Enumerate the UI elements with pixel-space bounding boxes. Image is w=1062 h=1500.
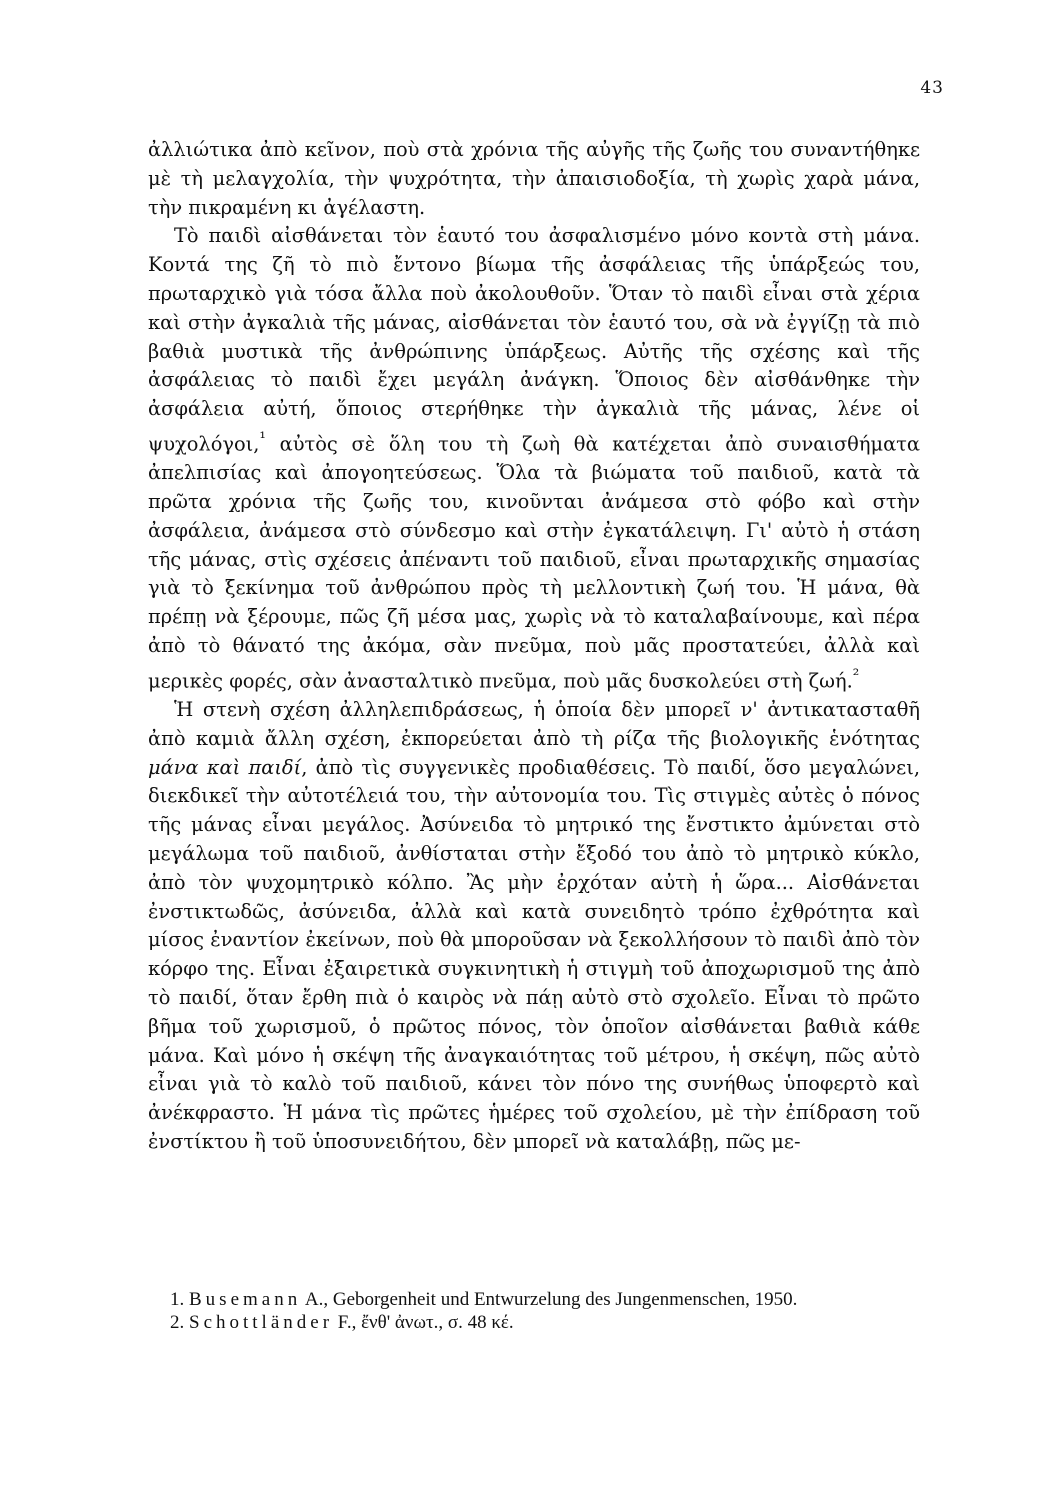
paragraph-3-emphasis: μάνα καὶ παιδί	[148, 755, 302, 779]
paragraph-3-part-1: Ἡ στενὴ σχέση ἀλληλεπιδράσεως, ἡ ὁποία δὲν μπορεῖ ν' ἀντικατασταθῆ ἀπὸ καμιὰ ἄλλη σχέση, ἐκπορεύεται ἀπὸ τὴ ρίζα τῆς βιολογικῆς ἑνότητας	[148, 698, 920, 750]
paragraph-3-part-2: , ἀπὸ τὶς συγγενικὲς προδιαθέσεις. Τὸ παιδί, ὅσο μεγαλώνει, διεκδικεῖ τὴν αὐτοτέλειά του, τὴν αὐτονομία του. Τὶς στιγμὲς αὐτὲς ὁ πόνος τῆς μάνας εἶναι μεγάλος. Ἀσύνειδα τὸ μητρικό της ἔνστικτο ἀμύνεται στὸ μεγάλωμα τοῦ παιδιοῦ, ἀνθίσταται στὴν ἔξοδό του ἀπὸ τὸ μητρικὸ κύκλο, ἀπὸ τὸν ψυχομητρικὸ κόλπο. Ἂς μὴν ἐρχόταν αὐτὴ ἡ ὥρα... Αἰσθάνεται ἐνστικτωδῶς, ἀσύνειδα, ἀλλὰ καὶ κατὰ συνειδητὸ τρόπο ἐχθρότητα καὶ μίσος ἐναντίον ἐκείνων, ποὺ θὰ μποροῦσαν νὰ ξεκολλήσουν τὸ παιδὶ ἀπὸ τὸν κόρφο της. Εἶναι ἐξαιρετικὰ συγκινητικὴ ἡ στιγμὴ τοῦ ἀποχωρισμοῦ της ἀπὸ τὸ παιδί, ὅταν ἔρθη πιὰ ὁ καιρὸς νὰ πάῃ αὐτὸ στὸ σχολεῖο. Εἶναι τὸ πρῶτο βῆμα τοῦ χωρισμοῦ, ὁ πρῶτος πόνος, τὸν ὁποῖον αἰσθάνεται βαθιὰ κάθε μάνα. Καὶ μόνο ἡ σκέψη τῆς ἀναγκαιότητας τοῦ μέτρου, ἡ σκέψη, πῶς αὐτὸ εἶναι γιὰ τὸ καλὸ τοῦ παιδιοῦ, κάνει τὸν πόνο της συνήθως ὑποφερτὸ καὶ ἀνέκφραστο. Ἡ μάνα τὶς πρῶτες ἡμέρες τοῦ σχολείου, μὲ τὴν ἐπίδραση τοῦ ἐνστίκτου ἢ τοῦ ὑποσυνειδήτου, δὲν μπορεῖ νὰ καταλάβῃ, πῶς με-	[148, 755, 920, 1154]
footnote-2-text: F., ἔνθ' ἀνωτ., σ. 48 κέ.	[333, 1312, 514, 1333]
footnote-1-number: 1.	[170, 1289, 185, 1310]
footnote-1-text: A., Geborgenheit und Entwurzelung des Jungenmenschen, 1950.	[301, 1289, 798, 1310]
paragraph-3	[148, 696, 920, 1157]
footnote-ref-1: ¹	[259, 427, 266, 447]
footnote-1	[148, 1288, 920, 1311]
paragraph-1: ἀλλιώτικα ἀπὸ κεῖνον, ποὺ στὰ χρόνια τῆς αὐγῆς τῆς ζωῆς του συναντήθηκε μὲ τὴ μελαγχολία, τὴν ψυχρότητα, τὴν ἀπαισιοδοξία, τὴ χωρὶς χαρὰ μάνα, τὴν πικραμένη κι ἀγέλαστη.	[148, 138, 920, 219]
paragraph-2	[148, 222, 920, 696]
footnote-2-author: Schottländer	[189, 1312, 334, 1333]
paragraph-2-part-2: αὐτὸς σὲ ὅλη του τὴ ζωὴ θὰ κατέχεται ἀπὸ συναισθήματα ἀπελπισίας καὶ ἀπογοητεύσεως. Ὅλα τὰ βιώματα τοῦ παιδιοῦ, κατὰ τὰ πρῶτα χρόνια τῆς ζωῆς του, κινοῦνται ἀνάμεσα στὸ φόβο καὶ στὴν ἀσφάλεια, ἀνάμεσα στὸ σύνδεσμο καὶ στὴν ἐγκατάλειψη. Γι' αὐτὸ ἡ στάση τῆς μάνας, στὶς σχέσεις ἀπέναντι τοῦ παιδιοῦ, εἶναι πρωταρχικῆς σημασίας γιὰ τὸ ξεκίνημα τοῦ ἀνθρώπου πρὸς τὴ μελλοντικὴ ζωή του. Ἡ μάνα, θὰ πρέπῃ νὰ ξέρουμε, πῶς ζῆ μέσα μας, χωρὶς νὰ τὸ καταλαβαίνουμε, καὶ πέρα ἀπὸ τὸ θάνατό της ἀκόμα, σὰν πνεῦμα, ποὺ μᾶς προστατεύει, ἀλλὰ καὶ μερικὲς φορές, σὰν ἀνασταλτικὸ πνεῦμα, ποὺ μᾶς δυσκολεύει στὴ ζωή.	[148, 432, 920, 693]
main-text	[148, 136, 920, 1157]
footnote-ref-2: ²	[852, 664, 860, 684]
page-number: 43	[920, 78, 944, 98]
footnote-1-author: Busemann	[189, 1289, 302, 1310]
footnotes	[148, 1288, 920, 1334]
footnote-2	[148, 1311, 920, 1334]
footnote-2-number: 2.	[170, 1312, 185, 1333]
paragraph-2-part-1: Τὸ παιδὶ αἰσθάνεται τὸν ἑαυτό του ἀσφαλισμένο μόνο κοντὰ στὴ μάνα. Κοντά της ζῆ τὸ πιὸ ἔντονο βίωμα τῆς ἀσφάλειας τῆς ὑπάρξεώς του, πρωταρχικὸ γιὰ τόσα ἄλλα ποὺ ἀκολουθοῦν. Ὅταν τὸ παιδὶ εἶναι στὰ χέρια καὶ στὴν ἀγκαλιὰ τῆς μάνας, αἰσθάνεται τὸν ἑαυτό του, σὰ νὰ ἐγγίζῃ τὰ πιὸ βαθιὰ μυστικὰ τῆς ἀνθρώπινης ὑπάρξεως. Αὐτῆς τῆς σχέσης καὶ τῆς ἀσφάλειας τὸ παιδὶ ἔχει μεγάλη ἀνάγκη. Ὅποιος δὲν αἰσθάνθηκε τὴν ἀσφάλεια αὐτή, ὅποιος στερήθηκε τὴν ἀγκαλιὰ τῆς μάνας, λένε οἱ ψυχολόγοι,	[148, 224, 920, 456]
